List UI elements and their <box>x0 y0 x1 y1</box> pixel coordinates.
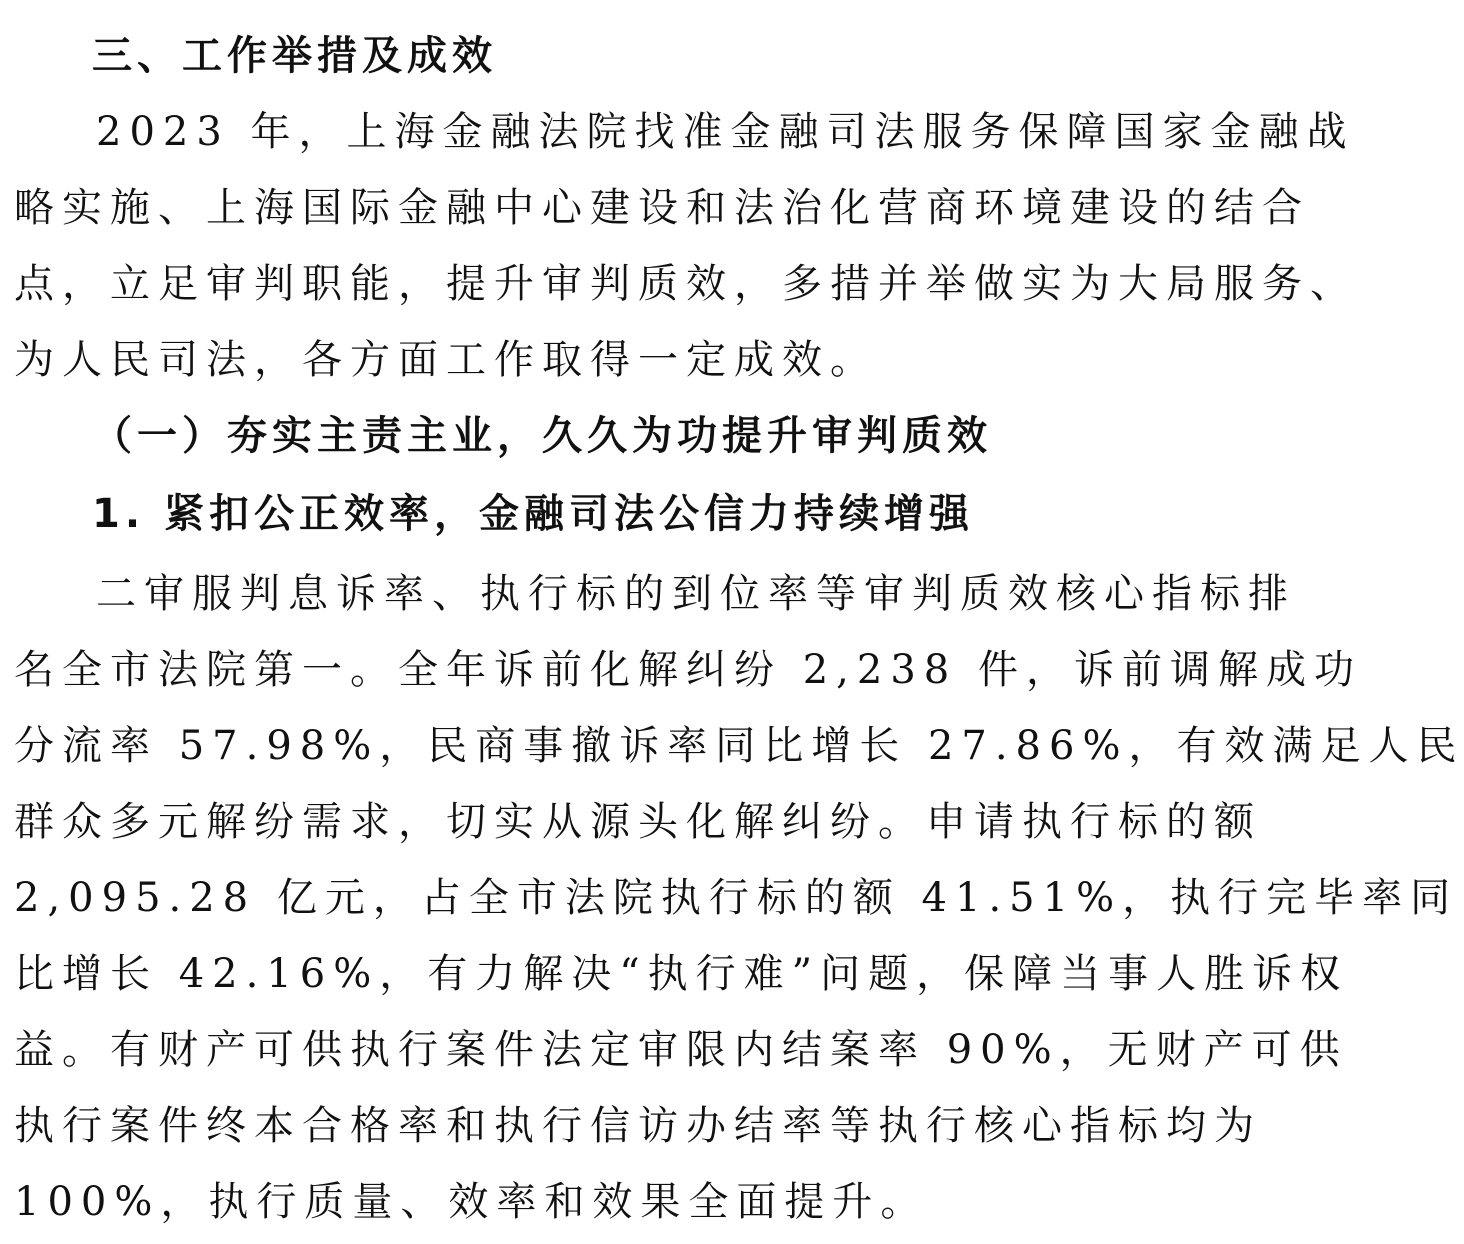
body-line-8: 执行案件终本合格率和执行信访办结率等执行核心指标均为 <box>14 1103 1262 1149</box>
item-title: 1. 紧扣公正效率，金融司法公信力持续增强 <box>92 491 974 537</box>
body-line-9: 100%，执行质量、效率和效果全面提升。 <box>14 1179 929 1225</box>
body-line-7: 益。有财产可供执行案件法定审限内结案率 90%，无财产可供 <box>14 1027 1348 1073</box>
intro-line-2: 略实施、上海国际金融中心建设和法治化营商环境建设的结合 <box>14 185 1310 231</box>
body-line-2: 名全市法院第一。全年诉前化解纠纷 2,238 件，诉前调解成功 <box>14 647 1362 693</box>
intro-line-3: 点，立足审判职能，提升审判质效，多措并举做实为大局服务、 <box>14 261 1358 307</box>
body-line-5: 2,095.28 亿元，占全市法院执行标的额 41.51%，执行完毕率同 <box>14 875 1459 921</box>
body-line-4: 群众多元解纷需求，切实从源头化解纠纷。申请执行标的额 <box>14 799 1262 845</box>
subsection-title: （一）夯实主责主业，久久为功提升审判质效 <box>92 413 992 459</box>
body-line-3: 分流率 57.98%，民商事撤诉率同比增长 27.86%，有效满足人民 <box>14 723 1464 769</box>
intro-line-1: 2023 年，上海金融法院找准金融司法服务保障国家金融战 <box>96 109 1355 155</box>
body-line-1: 二审服判息诉率、执行标的到位率等审判质效核心指标排 <box>96 571 1296 617</box>
section-title: 三、工作举措及成效 <box>92 33 497 79</box>
body-line-6: 比增长 42.16%，有力解决“执行难”问题，保障当事人胜诉权 <box>14 951 1349 997</box>
intro-line-4: 为人民司法，各方面工作取得一定成效。 <box>14 337 878 383</box>
